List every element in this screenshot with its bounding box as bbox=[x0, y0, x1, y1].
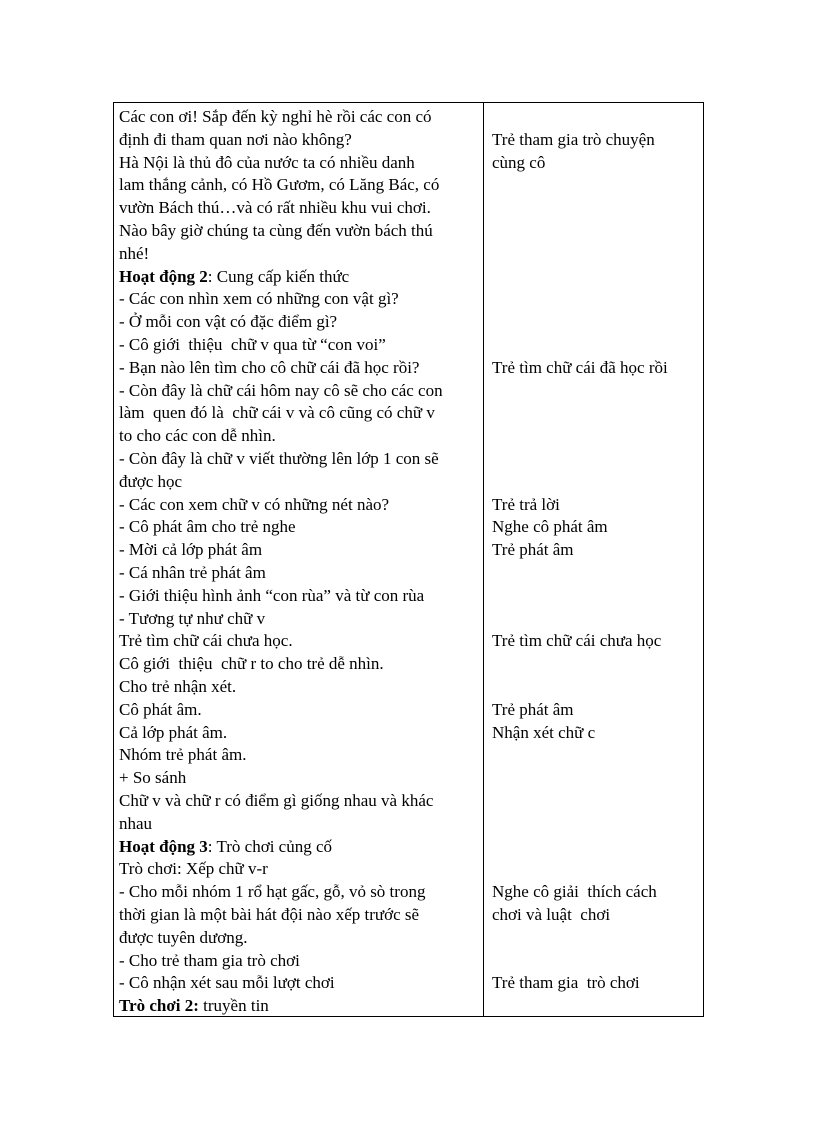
section-heading: Hoạt động 2 bbox=[119, 266, 208, 286]
line-text: Nào bây giờ chúng ta cùng đến vườn bách thú bbox=[119, 221, 433, 240]
child-response-line: Trẻ phát âm bbox=[492, 699, 574, 719]
teacher-line bbox=[119, 448, 439, 471]
line-text: nhau bbox=[119, 813, 153, 833]
teacher-line bbox=[119, 744, 246, 767]
teacher-line bbox=[119, 767, 186, 790]
teacher-line bbox=[119, 516, 296, 539]
line-text: được học bbox=[119, 471, 183, 491]
child-response-line: Trẻ tìm chữ cái chưa học bbox=[492, 631, 662, 651]
line-text: - Còn đây là chữ v viết thường lên lớp 1 con sẽ bbox=[119, 449, 439, 468]
teacher-line bbox=[119, 858, 268, 881]
line-text: Nhóm trẻ phát âm. bbox=[119, 745, 247, 765]
teacher-line bbox=[119, 106, 432, 129]
child-response-line: Trẻ tham gia trò chơi bbox=[492, 973, 640, 993]
line-text: Cô giới thiệu chữ r to cho trẻ dễ nhìn. bbox=[119, 654, 384, 674]
line-text: + So sánh bbox=[119, 768, 187, 788]
teacher-line bbox=[119, 927, 247, 950]
child-response-line: Trẻ phát âm bbox=[492, 540, 574, 560]
teacher-line bbox=[119, 220, 433, 243]
teacher-line bbox=[119, 585, 424, 608]
teacher-line bbox=[119, 630, 293, 653]
line-text: được tuyên dương. bbox=[119, 927, 248, 947]
line-text: Cô phát âm. bbox=[119, 699, 202, 719]
line-text: định đi tham quan nơi nào không? bbox=[119, 129, 352, 149]
line-text: - Tương tự như chữ v bbox=[119, 608, 266, 628]
line-text: làm quen đó là chữ cái v và cô cũng có chữ v bbox=[119, 403, 435, 423]
line-text: - Cô phát âm cho trẻ nghe bbox=[119, 517, 296, 537]
section-heading: Hoạt động 3 bbox=[119, 836, 208, 856]
line-text: vườn Bách thú…và có rất nhiều khu vui chơi. bbox=[119, 198, 431, 218]
line-text: - Cá nhân trẻ phát âm bbox=[119, 563, 266, 582]
line-text: - Cho trẻ tham gia trò chơi bbox=[119, 950, 300, 970]
teacher-line bbox=[119, 129, 352, 152]
teacher-line bbox=[119, 699, 202, 722]
line-text: Các con ơi! Sắp đến kỳ nghỉ hè rồi các con có bbox=[119, 107, 432, 126]
teacher-line bbox=[119, 608, 265, 631]
section-heading: Trò chơi 2: bbox=[119, 996, 199, 1016]
line-text: Trò chơi: Xếp chữ v-r bbox=[119, 859, 268, 879]
teacher-line bbox=[119, 539, 262, 562]
child-response-line: Nhận xét chữ c bbox=[492, 722, 596, 742]
line-text: - Ở mỗi con vật có đặc điểm gì? bbox=[119, 312, 338, 332]
teacher-line bbox=[119, 197, 431, 220]
teacher-line bbox=[119, 266, 349, 289]
line-text: Hà Nội là thủ đô của nước ta có nhiều danh bbox=[119, 152, 415, 172]
teacher-line bbox=[119, 562, 266, 585]
line-text: Trẻ tìm chữ cái chưa học. bbox=[119, 631, 293, 651]
line-text: lam thắng cảnh, có Hồ Gươm, có Lăng Bác, có bbox=[119, 175, 440, 195]
line-text: thời gian là một bài hát đội nào xếp trước sẽ bbox=[119, 905, 420, 924]
teacher-line bbox=[119, 995, 269, 1018]
teacher-line bbox=[119, 357, 419, 380]
teacher-line bbox=[119, 494, 389, 517]
teacher-line bbox=[119, 152, 415, 175]
child-response-line: chơi và luật chơi bbox=[492, 905, 611, 924]
teacher-line bbox=[119, 311, 337, 334]
line-text: : Trò chơi củng cố bbox=[207, 836, 333, 856]
line-text: - Giới thiệu hình ảnh “con rùa” và từ con rùa bbox=[119, 585, 425, 605]
teacher-line bbox=[119, 790, 433, 813]
line-text: truyền tin bbox=[198, 996, 269, 1016]
line-text: nhé! bbox=[119, 243, 150, 263]
line-text: - Bạn nào lên tìm cho cô chữ cái đã học rồi? bbox=[119, 357, 420, 377]
teacher-line bbox=[119, 174, 439, 197]
child-response-line: Trẻ tìm chữ cái đã học rồi bbox=[492, 357, 668, 377]
line-text: - Mời cả lớp phát âm bbox=[119, 540, 263, 560]
teacher-line bbox=[119, 402, 435, 425]
child-response-line: Trẻ trả lời bbox=[492, 494, 560, 514]
child-response-line: Trẻ tham gia trò chuyện bbox=[492, 129, 655, 149]
teacher-line bbox=[119, 904, 419, 927]
teacher-line bbox=[119, 288, 399, 311]
teacher-line bbox=[119, 950, 300, 973]
child-response-line: cùng cô bbox=[492, 152, 546, 172]
teacher-line bbox=[119, 722, 227, 745]
column-divider bbox=[483, 103, 484, 1016]
teacher-line bbox=[119, 653, 384, 676]
teacher-line bbox=[119, 243, 149, 266]
lesson-table bbox=[113, 102, 704, 1017]
child-response-line: Nghe cô giải thích cách bbox=[492, 882, 657, 902]
line-text: - Các con xem chữ v có những nét nào? bbox=[119, 494, 390, 514]
line-text: - Cho mỗi nhóm 1 rổ hạt gấc, gỗ, vỏ sò trong bbox=[119, 882, 426, 902]
teacher-line bbox=[119, 813, 152, 836]
line-text: Cho trẻ nhận xét. bbox=[119, 677, 237, 696]
line-text: Cả lớp phát âm. bbox=[119, 722, 228, 742]
teacher-line bbox=[119, 972, 335, 995]
line-text: - Các con nhìn xem có những con vật gì? bbox=[119, 289, 399, 309]
child-response-line: Nghe cô phát âm bbox=[492, 517, 608, 537]
line-text: - Cô giới thiệu chữ v qua từ “con voi” bbox=[119, 335, 386, 354]
teacher-line bbox=[119, 471, 182, 494]
teacher-line bbox=[119, 334, 386, 357]
teacher-line bbox=[119, 676, 236, 699]
line-text: Chữ v và chữ r có điểm gì giống nhau và khác bbox=[119, 791, 434, 810]
teacher-line bbox=[119, 425, 276, 448]
teacher-line bbox=[119, 881, 425, 904]
teacher-line bbox=[119, 836, 332, 859]
line-text: - Còn đây là chữ cái hôm nay cô sẽ cho các con bbox=[119, 380, 443, 400]
line-text: : Cung cấp kiến thức bbox=[207, 266, 350, 286]
line-text: to cho các con dễ nhìn. bbox=[119, 426, 276, 446]
line-text: - Cô nhận xét sau mỗi lượt chơi bbox=[119, 973, 335, 993]
teacher-line bbox=[119, 380, 443, 403]
